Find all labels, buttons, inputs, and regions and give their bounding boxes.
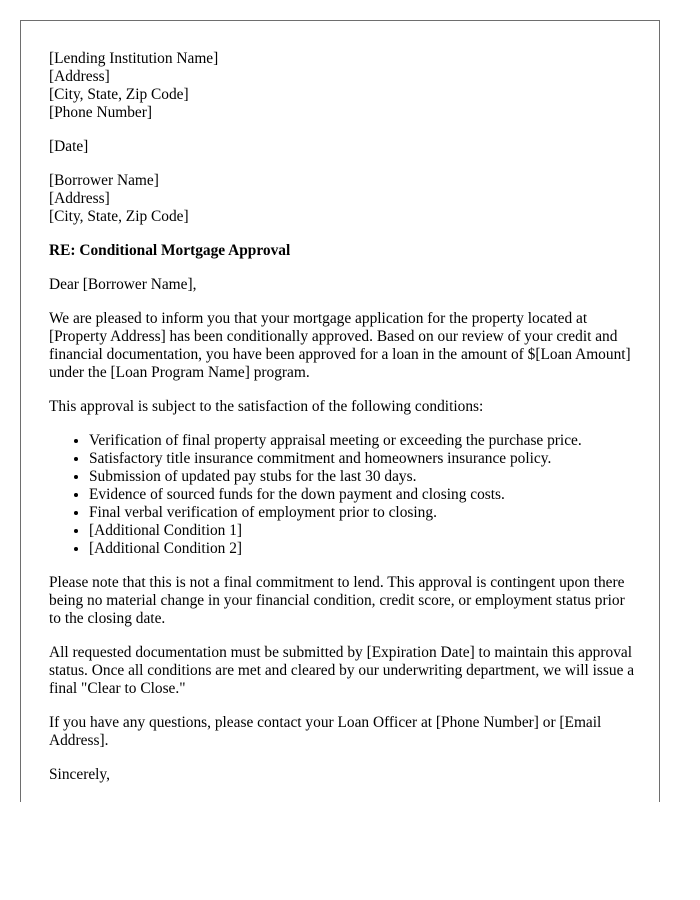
conditions-list (49, 432, 639, 558)
letter-content (49, 50, 639, 800)
condition-item: • Submission of updated pay stubs for the last 30 days. (89, 468, 639, 486)
subject-line: RE: Conditional Mortgage Approval (49, 242, 291, 259)
sender-phone: [Phone Number] (49, 104, 153, 121)
recipient-address: [Address] (49, 190, 110, 207)
letter-date: [Date] (49, 138, 89, 155)
condition-item: • Satisfactory title insurance commitment and homeowners insurance policy. (89, 450, 639, 468)
recipient-city-state-zip: [City, State, Zip Code] (49, 208, 189, 225)
recipient-name: [Borrower Name] (49, 172, 159, 189)
sender-name: [Lending Institution Name] (49, 50, 219, 67)
commitment-note-paragraph: Please note that this is not a final commitment to lend. This approval is contingent upon there being no material change in your financial condition, credit score, or employment status prior to the closing date. (49, 574, 625, 627)
condition-item: • [Additional Condition 2] (89, 540, 639, 558)
letter-page (20, 20, 660, 802)
sender-block (49, 50, 639, 122)
contact-paragraph: If you have any questions, please contact your Loan Officer at [Phone Number] or [Email Address]. (49, 714, 602, 749)
documentation-paragraph: All requested documentation must be submitted by [Expiration Date] to maintain this approval status. Once all conditions are met and cleared by our underwriting department, we will issue a final "Clear to Close." (49, 644, 635, 697)
intro-paragraph: We are pleased to inform you that your mortgage application for the property located at [Property Address] has been conditionally approved. Based on our review of your credit and financial documentation, you have been approved for a loan in the amount of $[Loan Amount] under the [Loan Program Name] program. (49, 310, 631, 381)
date-block (49, 138, 639, 156)
salutation: Dear [Borrower Name], (49, 276, 197, 293)
conditions-intro-paragraph: This approval is subject to the satisfaction of the following conditions: (49, 398, 484, 415)
condition-item: • Evidence of sourced funds for the down payment and closing costs. (89, 486, 639, 504)
recipient-block (49, 172, 639, 226)
condition-item: • Verification of final property appraisal meeting or exceeding the purchase price. (89, 432, 639, 450)
condition-item: • [Additional Condition 1] (89, 522, 639, 540)
condition-item: • Final verbal verification of employment prior to closing. (89, 504, 639, 522)
sender-address: [Address] (49, 68, 110, 85)
closing: Sincerely, (49, 766, 110, 783)
sender-city-state-zip: [City, State, Zip Code] (49, 86, 189, 103)
